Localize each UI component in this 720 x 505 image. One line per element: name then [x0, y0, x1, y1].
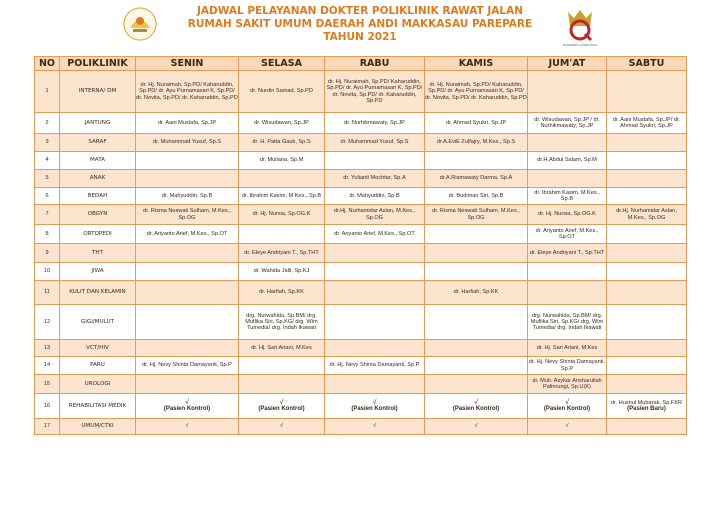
schedule-cell-kamis — [425, 340, 528, 357]
table-row — [35, 170, 687, 188]
row-number: 5 — [35, 170, 60, 188]
schedule-cell-sabtu: dr.Hj. Nurhamidar Aslan, M.Kes., Sp.OG — [607, 205, 687, 225]
schedule-cell-selasa: dr. Nurdin Samad, Sp.PD — [239, 71, 325, 113]
header-selasa: SELASA — [239, 57, 325, 71]
schedule-cell-jumat: dr. Hj. Nevy Shinta Damayanti, Sp.P — [528, 357, 607, 375]
poliklinik-name: OBGYN — [60, 205, 136, 225]
table-row — [35, 225, 687, 244]
title-line-2: RUMAH SAKIT UMUM DAERAH ANDI MAKKASAU PAREPARE — [187, 18, 533, 30]
schedule-cell-jumat: √ — [528, 419, 607, 435]
schedule-cell-senin: √ — [136, 419, 239, 435]
header — [0, 0, 720, 56]
schedule-cell-kamis: dr. Risma Neswati Sulham, M.Kes., Sp.OG — [425, 205, 528, 225]
schedule-cell-rabu: dr. Muhammad Yusuf, Sp.S — [325, 134, 425, 152]
schedule-cell-senin — [136, 281, 239, 305]
schedule-cell-kamis — [425, 305, 528, 340]
schedule-cell-sabtu — [607, 71, 687, 113]
schedule-cell-senin — [136, 170, 239, 188]
schedule-table — [34, 56, 687, 435]
title-line-1: JADWAL PELAYANAN DOKTER POLIKLINIK RAWAT JALAN — [196, 5, 523, 17]
schedule-cell-selasa — [239, 357, 325, 375]
row-number: 11 — [35, 281, 60, 305]
header-poliklinik: POLIKLINIK — [60, 57, 136, 71]
poliklinik-name: PARU — [60, 357, 136, 375]
schedule-cell-senin — [136, 340, 239, 357]
table-row — [35, 305, 687, 340]
schedule-cell-senin — [136, 152, 239, 170]
schedule-cell-kamis: dr.A.EviE Zulfajry, M.Kes., Sp.S — [425, 134, 528, 152]
schedule-cell-rabu: dr. Hj. Nuraimah, Sp.PD/ Kaharuddin, Sp.PD/ dr. Ayu Purnamasari K, Sp.PD/ dr. Novita, Sp.PD/ dr. Kaharuddin, Sp.PD — [325, 71, 425, 113]
table-row — [35, 71, 687, 113]
schedule-cell-jumat — [528, 134, 607, 152]
schedule-cell-kamis — [425, 375, 528, 394]
poliklinik-name: INTERNA/ DM — [60, 71, 136, 113]
table-row — [35, 375, 687, 394]
table-row — [35, 188, 687, 205]
schedule-cell-sabtu — [607, 225, 687, 244]
schedule-cell-jumat — [528, 281, 607, 305]
schedule-cell-selasa: √ — [239, 419, 325, 435]
schedule-cell-kamis — [425, 244, 528, 263]
table-row — [35, 263, 687, 281]
schedule-cell-jumat — [528, 263, 607, 281]
schedule-cell-rabu: dr. Nurhikmawaty, Sp.JP — [325, 113, 425, 134]
row-number: 15 — [35, 375, 60, 394]
schedule-cell-rabu: √ — [325, 419, 425, 435]
rsud-crown-logo-icon — [558, 4, 602, 48]
header-rabu: RABU — [325, 57, 425, 71]
table-row — [35, 394, 687, 419]
schedule-cell-senin: dr. Muhammad Yusuf, Sp.S — [136, 134, 239, 152]
cell-main-text: √ — [279, 398, 284, 406]
poliklinik-name: ORTOPEDI — [60, 225, 136, 244]
schedule-cell-sabtu — [607, 394, 687, 419]
cell-note-text: (Pasien Kontrol) — [258, 406, 305, 412]
table-row — [35, 205, 687, 225]
schedule-cell-sabtu — [607, 340, 687, 357]
schedule-cell-kamis: dr. Budiman Siri, Sp.B — [425, 188, 528, 205]
schedule-cell-jumat — [528, 71, 607, 113]
table-row — [35, 419, 687, 435]
cell-main-text: √ — [565, 398, 569, 406]
schedule-cell-rabu — [325, 305, 425, 340]
row-number: 12 — [35, 305, 60, 340]
schedule-cell-selasa: dr. Wisudawan, Sp.JP — [239, 113, 325, 134]
schedule-cell-senin: dr. Aani Mustafa, Sp.JP — [136, 113, 239, 134]
poliklinik-name: JANTUNG — [60, 113, 136, 134]
row-number: 2 — [35, 113, 60, 134]
schedule-cell-kamis — [425, 152, 528, 170]
cell-main-text: √ — [372, 398, 377, 406]
schedule-cell-selasa: dr. Harfiah, Sp.KK — [239, 281, 325, 305]
poliklinik-name: KULIT DAN KELAMIN — [60, 281, 136, 305]
logo-caption: PAREPARE AKREDITASI — [563, 43, 597, 47]
cell-main-text: √ — [185, 398, 189, 406]
schedule-cell-sabtu — [607, 134, 687, 152]
row-number: 16 — [35, 394, 60, 419]
hospital-mascot-logo-icon — [122, 6, 158, 42]
schedule-cell-jumat — [528, 394, 607, 419]
schedule-cell-kamis: dr.A.Rismawaty Darma, Sp.A — [425, 170, 528, 188]
schedule-cell-senin — [136, 244, 239, 263]
schedule-cell-rabu — [325, 263, 425, 281]
schedule-cell-jumat: dr. Ibrahim Kasim, M.Kes., Sp.B — [528, 188, 607, 205]
schedule-cell-kamis — [425, 394, 528, 419]
schedule-cell-kamis: √ — [425, 419, 528, 435]
schedule-cell-senin: dr. Hj. Nevy Shinta Damayanti, Sp.P — [136, 357, 239, 375]
schedule-cell-jumat: dr. Wisudawan, Sp.JP / dr. Nurhikmawaty, Sp.JP — [528, 113, 607, 134]
row-number: 9 — [35, 244, 60, 263]
schedule-cell-jumat: dr. Muh. Asykar Ansharullah Palinrungi, Sp.U(K) — [528, 375, 607, 394]
schedule-cell-jumat — [528, 170, 607, 188]
schedule-cell-selasa: drg. Nurwahida, Sp.BM/ drg. Muflika Siri, Sp.KG/ drg. Wim Tumedia/ drg. Indah Ikawati — [239, 305, 325, 340]
cell-main-text: dr. Husnul Mubarak, Sp.FKR — [610, 399, 683, 406]
schedule-cell-senin — [136, 305, 239, 340]
table-row — [35, 134, 687, 152]
schedule-cell-rabu: dr. Hj. Nevy Shinta Damayanti, Sp.P — [325, 357, 425, 375]
schedule-cell-rabu: dr.Hj. Nurhamidar Aslan, M.Kes., Sp.OG — [325, 205, 425, 225]
schedule-cell-sabtu — [607, 281, 687, 305]
schedule-cell-senin: dr. Risma Neswati Sulham, M.Kes., Sp.OG — [136, 205, 239, 225]
cell-note-text: (Pasien Kontrol) — [452, 406, 500, 412]
schedule-cell-senin: dr. Hj. Nuraimah, Sp.PD/ Kaharuddin, Sp.PD/ dr. Ayu Purnamasari K, Sp.PD/ dr. Novita, Sp.PD/ dr. Kaharuddin, Sp.PD — [136, 71, 239, 113]
table-row — [35, 244, 687, 263]
schedule-cell-kamis — [425, 357, 528, 375]
cell-note-text: (Pasien Kontrol) — [351, 406, 398, 412]
header-sabtu: SABTU — [607, 57, 687, 71]
schedule-cell-jumat: dr.H.Abdul Salam, Sp.M — [528, 152, 607, 170]
schedule-cell-kamis: dr. Ahmad Syukri, Sp.JP — [425, 113, 528, 134]
poliklinik-name: UMUM/CTKI — [60, 419, 136, 435]
schedule-cell-sabtu — [607, 263, 687, 281]
row-number: 1 — [35, 71, 60, 113]
poliklinik-name: REHABILITASI MEDIK — [60, 394, 136, 419]
schedule-cell-rabu: dr. Yulianti Mochtar, Sp.A — [325, 170, 425, 188]
schedule-cell-senin: dr. Mahyuddin, Sp.B — [136, 188, 239, 205]
table-row — [35, 113, 687, 134]
schedule-cell-rabu — [325, 375, 425, 394]
schedule-cell-sabtu — [607, 419, 687, 435]
schedule-cell-sabtu — [607, 305, 687, 340]
row-number: 14 — [35, 357, 60, 375]
schedule-cell-selasa: dr. Hj. Sari Ariani, M.Kes — [239, 340, 325, 357]
schedule-cell-kamis — [425, 225, 528, 244]
table-row — [35, 357, 687, 375]
schedule-cell-sabtu: dr. Aani Mustafa, Sp.JP/ dr. Ahmad Syukri, Sp.JP — [607, 113, 687, 134]
schedule-cell-jumat: dr. Hj. Sari Ariani, M.Kes — [528, 340, 607, 357]
table-body — [35, 71, 687, 435]
cell-note-text: (Pasien Kontrol) — [543, 406, 591, 412]
poliklinik-name: UROLOGI — [60, 375, 136, 394]
row-number: 8 — [35, 225, 60, 244]
cell-note-text: (Pasien Baru) — [627, 406, 666, 412]
schedule-cell-sabtu — [607, 188, 687, 205]
schedule-cell-selasa — [239, 225, 325, 244]
schedule-cell-sabtu — [607, 244, 687, 263]
poliklinik-name: JIWA — [60, 263, 136, 281]
schedule-cell-rabu: dr. Mahyuddin, Sp.B — [325, 188, 425, 205]
table-row — [35, 340, 687, 357]
row-number: 10 — [35, 263, 60, 281]
row-number: 7 — [35, 205, 60, 225]
schedule-cell-selasa — [239, 375, 325, 394]
schedule-cell-rabu — [325, 340, 425, 357]
title-line-3: TAHUN 2021 — [323, 31, 397, 43]
schedule-cell-selasa: dr. H. Patta Gauk, Sp.S — [239, 134, 325, 152]
schedule-cell-selasa: dr. Muliana, Sp.M — [239, 152, 325, 170]
row-number: 4 — [35, 152, 60, 170]
header-senin: SENIN — [136, 57, 239, 71]
schedule-cell-rabu — [325, 244, 425, 263]
schedule-cell-kamis: dr. Hj. Nuraimah, Sp.PD/ Kaharuddin, Sp.PD/ dr. Ayu Purnamasari K, Sp.PD/ dr. Novita, Sp.PD/ dr. Kaharuddin, Sp.PD — [425, 71, 528, 113]
schedule-cell-selasa: dr. Ibrahim Kasim, M.Kes., Sp.B — [239, 188, 325, 205]
poliklinik-name: VCT/HIV — [60, 340, 136, 357]
table-row — [35, 152, 687, 170]
cell-main-text: √ — [474, 398, 478, 406]
schedule-cell-selasa: dr. Wahida Jalil, Sp.KJ — [239, 263, 325, 281]
table-row — [35, 281, 687, 305]
row-number: 3 — [35, 134, 60, 152]
schedule-cell-senin: dr. Ariyanto Arief, M.Kes., Sp.OT — [136, 225, 239, 244]
cell-note-text: (Pasien Kontrol) — [163, 406, 211, 412]
row-number: 17 — [35, 419, 60, 435]
schedule-cell-jumat: dr. Ariyanto Arief, M.Kes., Sp.OT — [528, 225, 607, 244]
schedule-cell-sabtu — [607, 375, 687, 394]
schedule-cell-selasa — [239, 170, 325, 188]
schedule-cell-rabu — [325, 281, 425, 305]
schedule-cell-jumat: dr. Eleye Andriyani T., Sp.THT — [528, 244, 607, 263]
schedule-cell-kamis: dr. Harfiah, Sp.KK — [425, 281, 528, 305]
header-jumat: JUM'AT — [528, 57, 607, 71]
schedule-cell-selasa — [239, 394, 325, 419]
schedule-cell-kamis — [425, 263, 528, 281]
header-kamis: KAMIS — [425, 57, 528, 71]
table-header-row — [35, 57, 687, 71]
schedule-cell-selasa: dr. Hj. Nursia, Sp.OG.K — [239, 205, 325, 225]
poliklinik-name: THT — [60, 244, 136, 263]
schedule-cell-selasa: dr. Eleye Andriyani T., Sp.THT — [239, 244, 325, 263]
schedule-cell-jumat: dr. Hj. Nursia, Sp.OG.K — [528, 205, 607, 225]
schedule-cell-sabtu — [607, 152, 687, 170]
schedule-cell-senin — [136, 375, 239, 394]
page-title — [180, 5, 540, 44]
poliklinik-name: GIGI/MULUT — [60, 305, 136, 340]
schedule-cell-rabu — [325, 394, 425, 419]
schedule-cell-sabtu — [607, 170, 687, 188]
row-number: 13 — [35, 340, 60, 357]
schedule-cell-rabu: dr. Ariyanto Arief, M.Kes., Sp.OT — [325, 225, 425, 244]
row-number: 6 — [35, 188, 60, 205]
header-no: NO — [35, 57, 60, 71]
poliklinik-name: BEDAH — [60, 188, 136, 205]
schedule-cell-senin — [136, 263, 239, 281]
poliklinik-name: ANAK — [60, 170, 136, 188]
poliklinik-name: SARAF — [60, 134, 136, 152]
schedule-cell-rabu — [325, 152, 425, 170]
schedule-cell-sabtu — [607, 357, 687, 375]
poliklinik-name: MATA — [60, 152, 136, 170]
schedule-cell-senin — [136, 394, 239, 419]
schedule-cell-jumat: drg. Nurwahida, Sp.BM/ drg. Muflika Siri, Sp.KG/ drg. Wim Tumedia/ drg. Indah Ikawati — [528, 305, 607, 340]
